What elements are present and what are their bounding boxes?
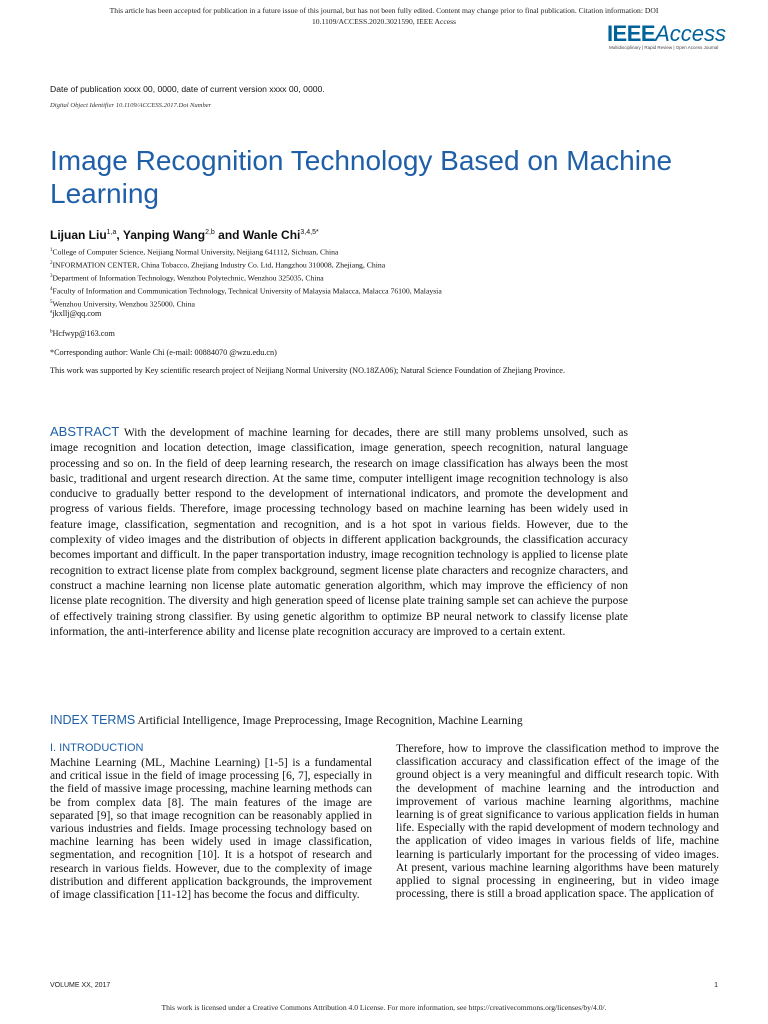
affiliation — [50, 258, 730, 271]
abstract-text: With the development of machine learning for decades, there are still many problems unsolved, such as image recognition and location detection, image classification, image generation, speech recognition, natural language processing and so on. In the field of deep learning research, the research on image classification has always been the most basic, traditional and urgent research direction. At the same time, computer intelligent image recognition technology is also conducive to gradually better respond to the development of international indicators, and promote the development and progress of various fields. Therefore, image processing technology based on machine learning has been widely used in feature image, classification, segmentation and recognition, and is a hot spot in various fields. However, due to the complexity of video images and the distribution of objects in different application backgrounds, the classification accuracy becomes important and difficult. In the paper transportation industry, image recognition technology is applied to license plate recognition to extract license plate from complex background, segment license plate characters and recognize characters, and construct a machine learning non license plate automatic generation algorithm, which may improve the efficiency of non license plate recognition. The diversity and high generation speed of license plate training sample set can achieve the purpose of effectively training strong classifier. By using genetic algorithm to optimize BP neural network to classify license plate information, the anti-interference ability and license plate recognition accuracy are improved to a certain extent. — [50, 427, 628, 638]
author-marker: 2,b — [205, 229, 215, 236]
affiliation-text: Faculty of Information and Communication Technology, Technical University of Malaysia Malacca, Malacca 76100, Malaysia — [52, 286, 442, 296]
footer-page-number: 1 — [714, 982, 718, 989]
email-a[interactable] — [50, 309, 101, 318]
affiliation-marker: 1 — [50, 248, 53, 253]
notice-line-2: 10.1109/ACCESS.2020.3021590, IEEE Access — [312, 17, 456, 26]
affiliation-text: INFORMATION CENTER, China Tobacco, Zhejiang Industry Co. Ltd, Hangzhou 310008, Zhejiang, China — [52, 260, 386, 270]
affiliation-marker: 3 — [50, 273, 53, 279]
ieee-access-logo — [607, 22, 726, 50]
abstract-heading: ABSTRACT — [50, 424, 120, 439]
author-separator: , — [116, 228, 123, 242]
notice-line-1: This article has been accepted for publication in a future issue of this journal, but has not been fully edited. Content may change prior to final publication. Citation information: DOI — [109, 6, 659, 15]
email-text: jkxllj@qq.com — [52, 309, 102, 318]
logo-ieee: IEEE — [606, 21, 656, 46]
footer-volume: VOLUME XX, 2017 — [50, 982, 111, 989]
affiliation-marker: 2 — [50, 260, 53, 266]
affiliation-marker: 4 — [50, 286, 53, 292]
publication-date: Date of publication xxxx 00, 0000, date of current version xxxx 00, 0000. — [50, 84, 325, 94]
author-marker: 3,4,5* — [300, 229, 319, 236]
logo-wordmark — [607, 22, 726, 46]
index-terms-heading: INDEX TERMS — [50, 713, 136, 727]
email-marker: b — [50, 329, 53, 335]
affiliation — [50, 271, 730, 284]
abstract — [50, 424, 628, 640]
paper-title: Image Recognition Technology Based on Machine Learning — [50, 145, 673, 209]
funding-statement: This work was supported by Key scientific research project of Neijiang Normal University (NO.18ZA06); Natural Science Foundation of Zhejiang Province. — [50, 366, 565, 375]
logo-tagline: Multidisciplinary | Rapid Review | Open Access Journal — [608, 45, 719, 50]
index-terms-text: Artificial Intelligence, Image Preprocessing, Image Recognition, Machine Learning — [137, 715, 523, 727]
license-notice: This work is licensed under a Creative Commons Attribution 4.0 License. For more information, see https://creativecommons.org/licenses/by/4.0/. — [161, 1003, 607, 1012]
email-text: Hcfwyp@163.com — [52, 329, 115, 338]
section-heading-introduction: I. INTRODUCTION — [50, 742, 144, 754]
affiliation-marker: 5 — [50, 299, 53, 305]
author-separator: and — [214, 228, 243, 242]
affiliation — [50, 284, 730, 297]
author-name: Wanle Chi — [242, 228, 301, 242]
affiliation — [50, 297, 730, 310]
affiliation — [50, 245, 730, 258]
email-b[interactable] — [50, 329, 115, 338]
affiliation-text: College of Computer Science, Neijiang Normal University, Neijiang 641112, Sichuan, China — [52, 247, 339, 257]
affiliation-text: Wenzhou University, Wenzhou 325000, China — [52, 299, 195, 309]
index-terms — [50, 713, 670, 727]
affiliations — [50, 245, 730, 310]
email-marker: a — [50, 309, 53, 315]
doi-line: Digital Object Identifier 10.1109/ACCESS.2017.Doi Number — [50, 102, 212, 109]
author-marker: 1,a — [106, 229, 117, 236]
affiliation-text: Department of Information Technology, Wenzhou Polytechnic, Wenzhou 325035, China — [52, 273, 324, 283]
author-name: Lijuan Liu — [50, 228, 107, 242]
intro-right-column: Therefore, how to improve the classification method to improve the classification accuracy and classification effect of the image of the ground object is a very meaningful and difficult research topic. With the development of machine learning and the introduction and improvement of various machine learning algorithms, machine learning is of great significance to various application fields in human life. Especially with the rapid development of modern technology and the application of video images in various fields of life, machine learning is particularly important for the processing of video images. At present, various machine learning algorithms have been maturely applied to signal processing in engineering, but in video image processing, there is still a broad application space. The application of — [396, 743, 719, 901]
intro-left-column: Machine Learning (ML, Machine Learning) [1-5] is a fundamental and critical issue in the field of image processing [6, 7], especially in the field of massive image processing, machine learning methods can be from complex data [8]. The main features of the image are separated [9], so that image recognition can be reasonably applied in various industries and fields. Image processing technology based on machine learning has been widely used in image classification, segmentation, and recognition [10]. It is a hotspot of research and research in various fields. However, due to the complexity of image distribution and different application backgrounds, the improvement of image classification [11-12] has become the focus and difficulty. — [50, 757, 372, 902]
author-list — [50, 228, 319, 242]
author-name: Yanping Wang — [122, 228, 206, 242]
corresponding-author: *Corresponding author: Wanle Chi (e-mail: 00884070 @wzu.edu.cn) — [50, 348, 277, 357]
logo-access: Access — [655, 21, 726, 46]
